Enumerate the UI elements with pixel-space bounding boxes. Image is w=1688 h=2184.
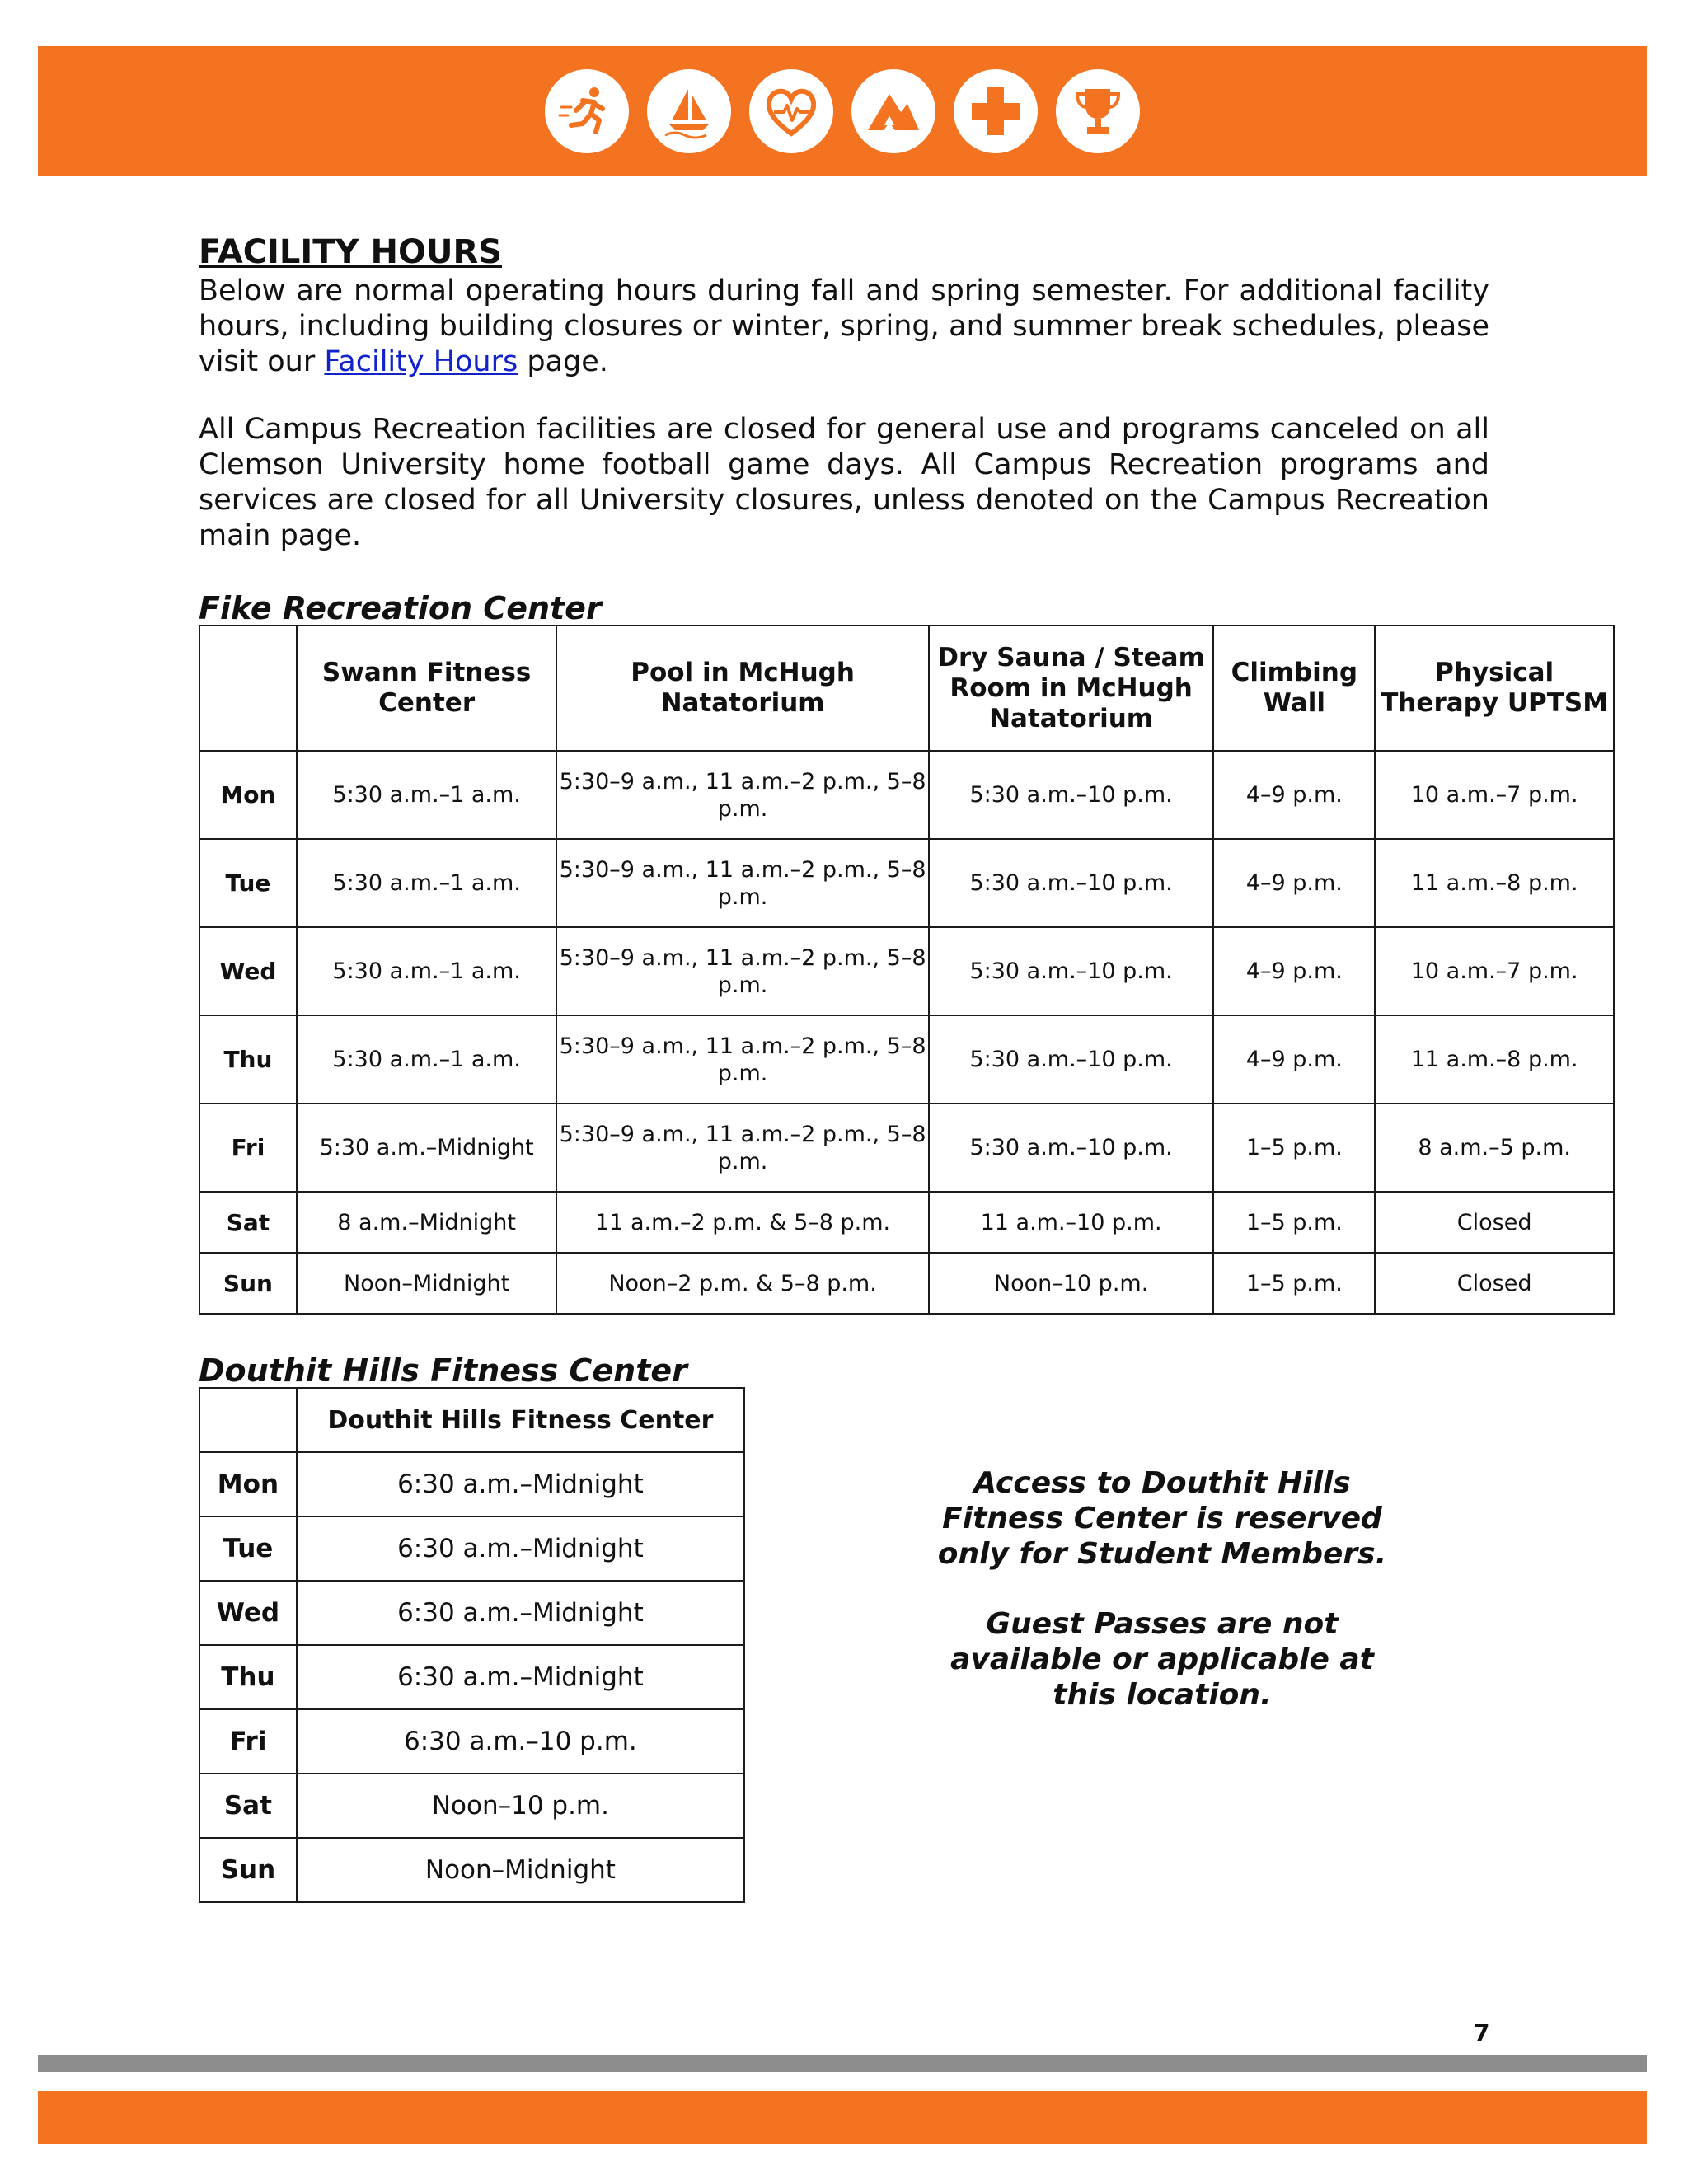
pool-cell: 5:30–9 a.m., 11 a.m.–2 p.m., 5–8 p.m. (556, 927, 928, 1015)
table-row (199, 1192, 1614, 1253)
running-icon (545, 69, 629, 153)
climbing-cell: 4–9 p.m. (1213, 839, 1375, 927)
sauna-cell: 5:30 a.m.–10 p.m. (929, 751, 1214, 839)
table-row (199, 1104, 1614, 1192)
sailboat-icon (647, 69, 731, 153)
day-cell: Sun (199, 1253, 297, 1314)
table-header-climbing: Climbing Wall (1213, 626, 1375, 751)
sauna-cell: 5:30 a.m.–10 p.m. (929, 927, 1214, 1015)
day-cell: Sat (199, 1774, 297, 1838)
footer-orange-band (38, 2091, 1647, 2144)
day-cell: Mon (199, 751, 297, 839)
day-cell: Mon (199, 1452, 297, 1516)
closures-paragraph: All Campus Recreation facilities are closed for general use and programs canceled on all Clemson University home football game days. All Campus Recreation programs and services are closed for all University closures, unless denoted on the Campus Recreation main page. (199, 413, 1489, 552)
table-row (199, 1645, 744, 1709)
pt-cell: Closed (1375, 1192, 1614, 1253)
table-row (199, 1774, 744, 1838)
sauna-cell: 5:30 a.m.–10 p.m. (929, 1104, 1214, 1192)
fike-hours-table (199, 625, 1615, 1315)
table-row (199, 1516, 744, 1581)
climbing-cell: 4–9 p.m. (1213, 927, 1375, 1015)
hours-cell: Noon–Midnight (297, 1838, 744, 1902)
table-header-pool: Pool in McHugh Natatorium (556, 626, 928, 751)
medical-cross-icon (954, 69, 1038, 153)
mountain-icon (851, 69, 935, 153)
trophy-icon (1056, 69, 1140, 153)
hours-cell: 6:30 a.m.–10 p.m. (297, 1709, 744, 1774)
table-row (199, 839, 1614, 927)
swann-cell: 5:30 a.m.–1 a.m. (297, 927, 557, 1015)
swann-cell: Noon–Midnight (297, 1253, 557, 1314)
swann-cell: 5:30 a.m.–1 a.m. (297, 751, 557, 839)
pool-cell: 11 a.m.–2 p.m. & 5–8 p.m. (556, 1192, 928, 1253)
table-row (199, 927, 1614, 1015)
day-cell: Wed (199, 927, 297, 1015)
table-header-empty (199, 626, 297, 751)
sauna-cell: 11 a.m.–10 p.m. (929, 1192, 1214, 1253)
table-header-empty (199, 1388, 297, 1452)
header-band (38, 46, 1647, 176)
table-row (199, 1581, 744, 1645)
table-row (199, 1015, 1614, 1104)
facility-hours-link[interactable]: Facility Hours (324, 345, 518, 378)
intro-text: Below are normal operating hours during fall and spring semester. For additional facility hours, including building closures or winter, spring, and summer break schedules, please visit our (199, 274, 1489, 378)
intro-paragraph (199, 274, 1489, 380)
pt-cell: Closed (1375, 1253, 1614, 1314)
hours-cell: Noon–10 p.m. (297, 1774, 744, 1838)
page-title: FACILITY HOURS (199, 233, 503, 271)
day-cell: Sat (199, 1192, 297, 1253)
swann-cell: 5:30 a.m.–1 a.m. (297, 1015, 557, 1104)
swann-cell: 8 a.m.–Midnight (297, 1192, 557, 1253)
header-icon-row (38, 46, 1647, 176)
day-cell: Wed (199, 1581, 297, 1645)
climbing-cell: 1–5 p.m. (1213, 1104, 1375, 1192)
table-header-pt: Physical Therapy UPTSM (1375, 626, 1614, 751)
table-row (199, 1838, 744, 1902)
table-row (199, 751, 1614, 839)
table-header-sauna: Dry Sauna / Steam Room in McHugh Natatorium (929, 626, 1214, 751)
day-cell: Tue (199, 839, 297, 927)
guest-pass-note: Guest Passes are not available or applicable at this location. (950, 1607, 1374, 1712)
table-header-row (199, 1388, 744, 1452)
table-row (199, 1452, 744, 1516)
climbing-cell: 4–9 p.m. (1213, 751, 1375, 839)
table-row (199, 1253, 1614, 1314)
pt-cell: 11 a.m.–8 p.m. (1375, 1015, 1614, 1104)
pt-cell: 10 a.m.–7 p.m. (1375, 927, 1614, 1015)
pool-cell: 5:30–9 a.m., 11 a.m.–2 p.m., 5–8 p.m. (556, 1104, 928, 1192)
pool-cell: 5:30–9 a.m., 11 a.m.–2 p.m., 5–8 p.m. (556, 751, 928, 839)
hours-cell: 6:30 a.m.–Midnight (297, 1581, 744, 1645)
day-cell: Fri (199, 1104, 297, 1192)
table-row (199, 1709, 744, 1774)
day-cell: Fri (199, 1709, 297, 1774)
hours-cell: 6:30 a.m.–Midnight (297, 1516, 744, 1581)
douthit-access-note (931, 1465, 1393, 1747)
hours-cell: 6:30 a.m.–Midnight (297, 1645, 744, 1709)
pt-cell: 11 a.m.–8 p.m. (1375, 839, 1614, 927)
pool-cell: 5:30–9 a.m., 11 a.m.–2 p.m., 5–8 p.m. (556, 839, 928, 927)
douthit-hours-table (199, 1387, 745, 1903)
access-note: Access to Douthit Hills Fitness Center is reserved only for Student Members. (937, 1466, 1387, 1571)
pool-cell: Noon–2 p.m. & 5–8 p.m. (556, 1253, 928, 1314)
day-cell: Thu (199, 1645, 297, 1709)
day-cell: Thu (199, 1015, 297, 1104)
pt-cell: 10 a.m.–7 p.m. (1375, 751, 1614, 839)
table-header-douthit: Douthit Hills Fitness Center (297, 1388, 744, 1452)
swann-cell: 5:30 a.m.–1 a.m. (297, 839, 557, 927)
table-header-row (199, 626, 1614, 751)
pool-cell: 5:30–9 a.m., 11 a.m.–2 p.m., 5–8 p.m. (556, 1015, 928, 1104)
climbing-cell: 1–5 p.m. (1213, 1253, 1375, 1314)
footer-gray-band (38, 2055, 1647, 2072)
sauna-cell: 5:30 a.m.–10 p.m. (929, 839, 1214, 927)
pt-cell: 8 a.m.–5 p.m. (1375, 1104, 1614, 1192)
sauna-cell: 5:30 a.m.–10 p.m. (929, 1015, 1214, 1104)
swann-cell: 5:30 a.m.–Midnight (297, 1104, 557, 1192)
intro-text-end: page. (518, 345, 608, 378)
sauna-cell: Noon–10 p.m. (929, 1253, 1214, 1314)
table-header-swann: Swann Fitness Center (297, 626, 557, 751)
fike-section-title: Fike Recreation Center (199, 590, 602, 626)
climbing-cell: 1–5 p.m. (1213, 1192, 1375, 1253)
climbing-cell: 4–9 p.m. (1213, 1015, 1375, 1104)
douthit-section-title: Douthit Hills Fitness Center (199, 1352, 687, 1389)
heart-pulse-icon (749, 69, 833, 153)
page-number: 7 (1474, 2019, 1490, 2046)
hours-cell: 6:30 a.m.–Midnight (297, 1452, 744, 1516)
day-cell: Sun (199, 1838, 297, 1902)
day-cell: Tue (199, 1516, 297, 1581)
